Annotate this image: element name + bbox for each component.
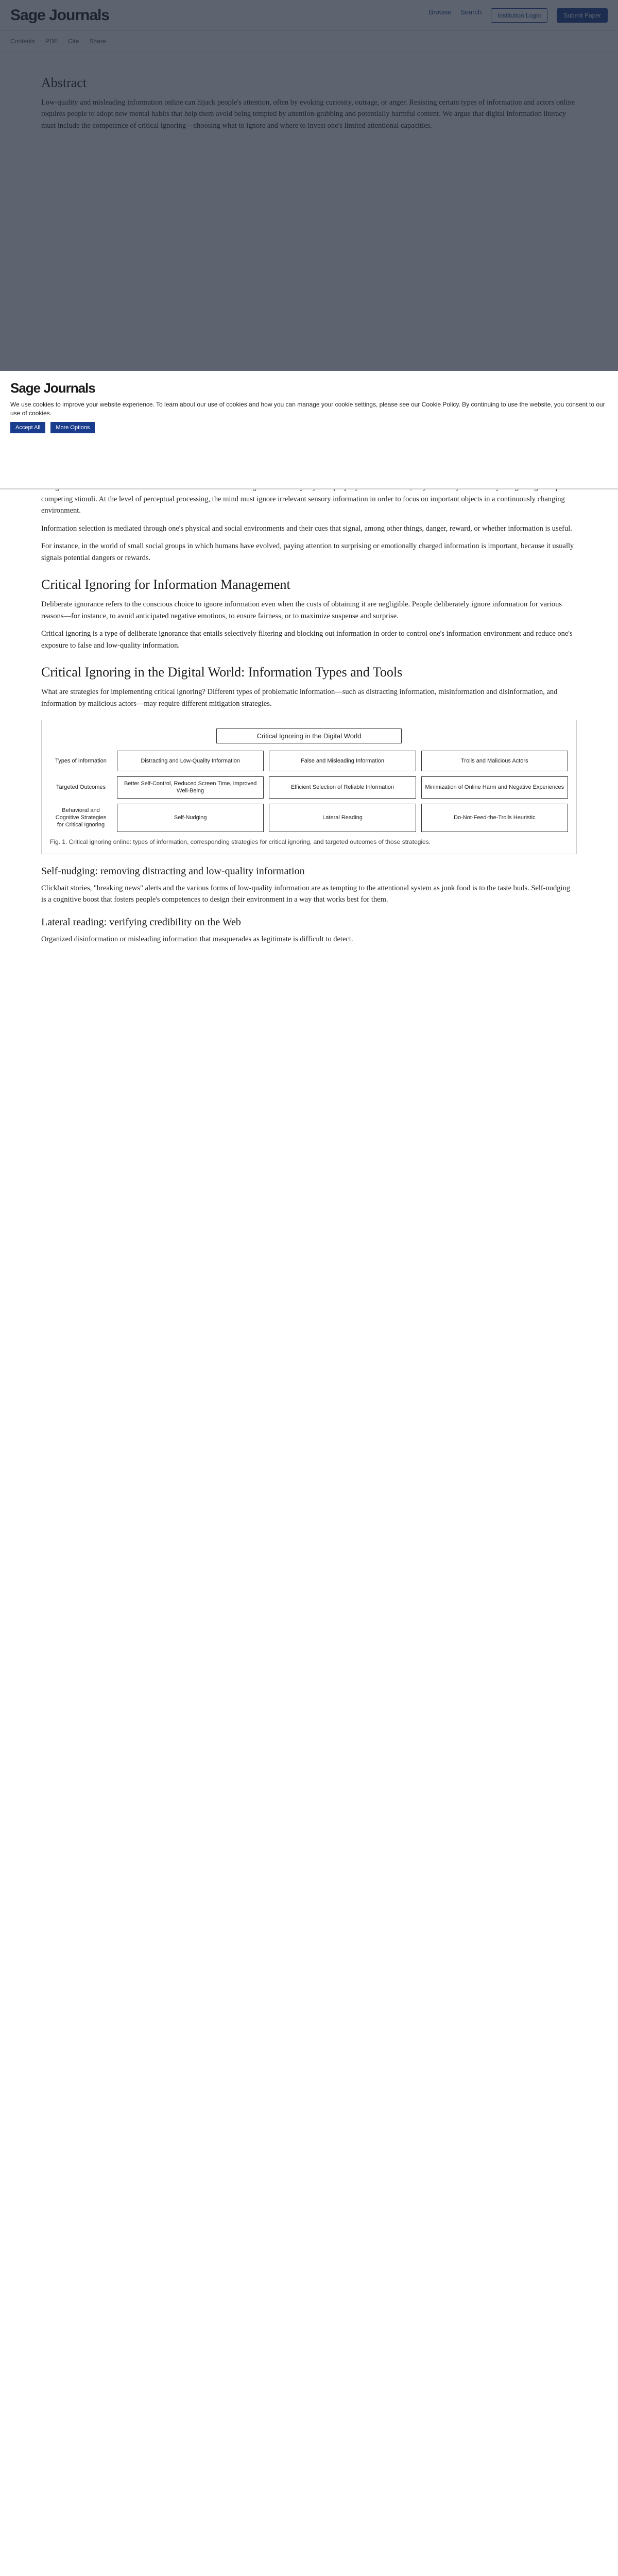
figure-cell: Lateral Reading bbox=[269, 804, 416, 832]
paragraph: For instance, in the world of small social groups in which humans have evolved, paying attention to surprising or emotionally charged information is important, because it usually signals potential dangers or rewards. bbox=[41, 542, 574, 562]
modal-overlay[interactable] bbox=[0, 0, 618, 392]
cookie-logo: Sage Journals bbox=[10, 380, 95, 396]
figure-cell: False and Misleading Information bbox=[269, 751, 416, 771]
section-heading: Critical Ignoring for Information Management bbox=[41, 577, 290, 592]
paragraph: Critical ignoring is a type of deliberate ignorance that entails selectively filtering and blocking out information in order to control one's information environment and reduce one's exposure to false and low-quality information. bbox=[41, 630, 573, 650]
section-heading: Critical Ignoring in the Digital World: Information Types and Tools bbox=[41, 665, 403, 680]
figure-row-label: Targeted Outcomes bbox=[56, 784, 106, 791]
figure-caption: Fig. 1. Critical ignoring online: types of information, corresponding strategies for critical ignoring, and targeted outcomes of those strategies. bbox=[50, 838, 431, 845]
subsection-heading: Lateral reading: verifying credibility on the Web bbox=[41, 917, 241, 928]
paragraph: Deliberate ignorance refers to the conscious choice to ignore information even when the costs of obtaining it are negligible. People deliberately ignore information for various reasons—for instance, to avoid anticipated negative emotions, to ensure fairness, or to maximize suspense and surprise. bbox=[41, 600, 562, 620]
figure-grid bbox=[50, 751, 568, 832]
figure-title: Critical Ignoring in the Digital World bbox=[216, 728, 402, 743]
subsection-heading: Self-nudging: removing distracting and low-quality information bbox=[41, 865, 305, 877]
paragraph: Information selection is mediated through one's physical and social environments and their cues that signal, among other things, danger, reward, or whether information is useful. bbox=[41, 524, 572, 533]
figure-cell: Distracting and Low-Quality Information bbox=[117, 751, 264, 771]
figure-cell: Trolls and Malicious Actors bbox=[421, 751, 568, 771]
cookie-banner bbox=[0, 371, 618, 489]
figure-1[interactable] bbox=[41, 720, 577, 854]
paragraph: Organized disinformation or misleading information that masquerades as legitimate is difficult to detect. bbox=[41, 935, 353, 944]
figure-row-label: Types of Information bbox=[55, 757, 107, 764]
figure-cell: Self-Nudging bbox=[117, 804, 264, 832]
cookie-text: We use cookies to improve your website experience. To learn about our use of cookies and how you can manage your cookie settings, please see our Cookie Policy. By continuing to use the website, you consent to our use of cookies. bbox=[10, 401, 605, 417]
figure-cell: Better Self-Control, Reduced Screen Time, Improved Well-Being bbox=[117, 776, 264, 799]
paragraph: Clickbait stories, "breaking news" alerts and the various forms of low-quality information are as tempting to the attentional system as junk food is to the taste buds. Self-nudging is a cognitive boost that fosters people's competences to design their environment in a way that works best for them. bbox=[41, 884, 571, 904]
paragraph: competing stimuli. At the level of perceptual processing, the mind must ignore irrelevant sensory information in order to focus on important objects in a continuously changing environment. bbox=[41, 495, 565, 515]
figure-cell: Minimization of Online Harm and Negative Experiences bbox=[421, 776, 568, 799]
paragraph: What are strategies for implementing critical ignoring? Different types of problematic information—such as distracting information, misinformation and disinformation, and information by malicious actors—may require different mitigation strategies. bbox=[41, 688, 558, 708]
cookie-accept-button[interactable]: Accept All bbox=[10, 422, 45, 433]
figure-row-label: Behavioral and Cognitive Strategies for Critical Ignoring bbox=[55, 807, 107, 828]
figure-cell: Efficient Selection of Reliable Information bbox=[269, 776, 416, 799]
cookie-options-button[interactable]: More Options bbox=[50, 422, 95, 433]
figure-cell: Do-Not-Feed-the-Trolls Heuristic bbox=[421, 804, 568, 832]
